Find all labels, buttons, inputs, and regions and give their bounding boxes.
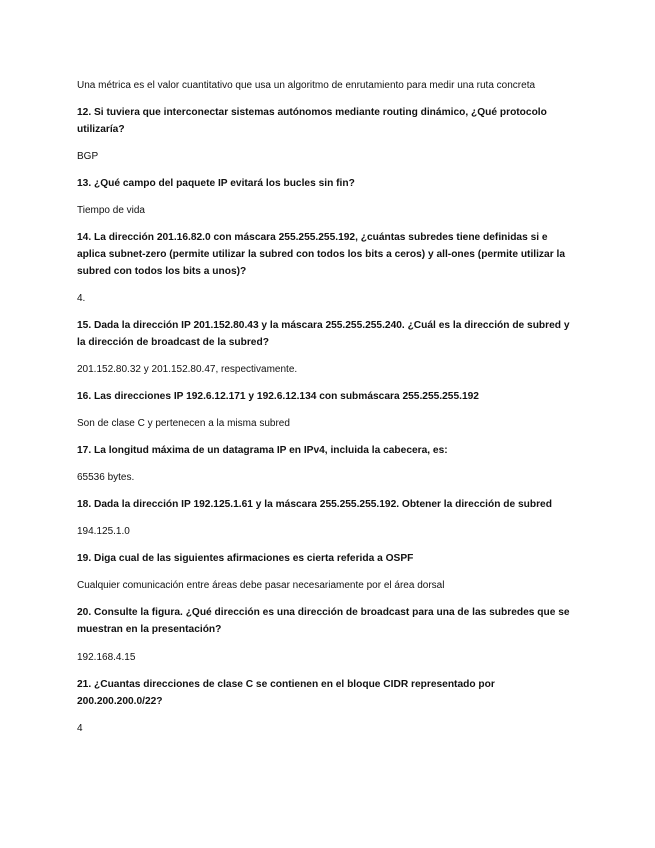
answer-20: 192.168.4.15	[77, 652, 136, 663]
question-18-line-1: 18. Dada la dirección IP 192.125.1.61 y la máscara 255.255.255.192. Obtener la dirección de subred	[77, 499, 552, 510]
answer-16: Son de clase C y pertenecen a la misma subred	[77, 418, 290, 429]
answer-13: Tiempo de vida	[77, 205, 145, 216]
question-16-line-1: 16. Las direcciones IP 192.6.12.171 y 192.6.12.134 con submáscara 255.255.255.192	[77, 391, 479, 402]
answer-21: 4	[77, 723, 83, 734]
question-13-line-1: 13. ¿Qué campo del paquete IP evitará los bucles sin fin?	[77, 178, 355, 189]
question-20-line-2: muestran en la presentación?	[77, 624, 222, 635]
answer-19: Cualquier comunicación entre áreas debe pasar necesariamente por el área dorsal	[77, 580, 445, 591]
answer-18: 194.125.1.0	[77, 526, 130, 537]
question-21-line-2: 200.200.200.0/22?	[77, 696, 163, 707]
question-17-line-1: 17. La longitud máxima de un datagrama IP en IPv4, incluida la cabecera, es:	[77, 445, 448, 456]
answer-12: BGP	[77, 151, 99, 162]
answer-17: 65536 bytes.	[77, 472, 135, 483]
question-14-line-2: aplica subnet-zero (permite utilizar la subred con todos los bits a ceros) y all-ones (permite utilizar la	[77, 249, 565, 260]
question-14-line-3: subred con todos los bits a unos)?	[77, 266, 247, 277]
intro-text: Una métrica es el valor cuantitativo que usa un algoritmo de enrutamiento para medir una ruta concreta	[77, 80, 536, 91]
answer-15: 201.152.80.32 y 201.152.80.47, respectivamente.	[77, 364, 298, 375]
question-20-line-1: 20. Consulte la figura. ¿Qué dirección es una dirección de broadcast para una de las subredes que se	[77, 607, 570, 618]
answer-14: 4.	[77, 293, 86, 304]
question-19-line-1: 19. Diga cual de las siguientes afirmaciones es cierta referida a OSPF	[77, 553, 414, 564]
question-15-line-1: 15. Dada la dirección IP 201.152.80.43 y la máscara 255.255.255.240. ¿Cuál es la dirección de subred y	[77, 320, 570, 331]
question-14-line-1: 14. La dirección 201.16.82.0 con máscara 255.255.255.192, ¿cuántas subredes tiene definidas si e	[77, 232, 548, 243]
question-15-line-2: la dirección de broadcast de la subred?	[77, 337, 269, 348]
question-12-line-2: utilizaría?	[77, 124, 125, 135]
question-21-line-1: 21. ¿Cuantas direcciones de clase C se contienen en el bloque CIDR representado por	[77, 679, 495, 690]
question-12-line-1: 12. Si tuviera que interconectar sistemas autónomos mediante routing dinámico, ¿Qué protocolo	[77, 107, 547, 118]
